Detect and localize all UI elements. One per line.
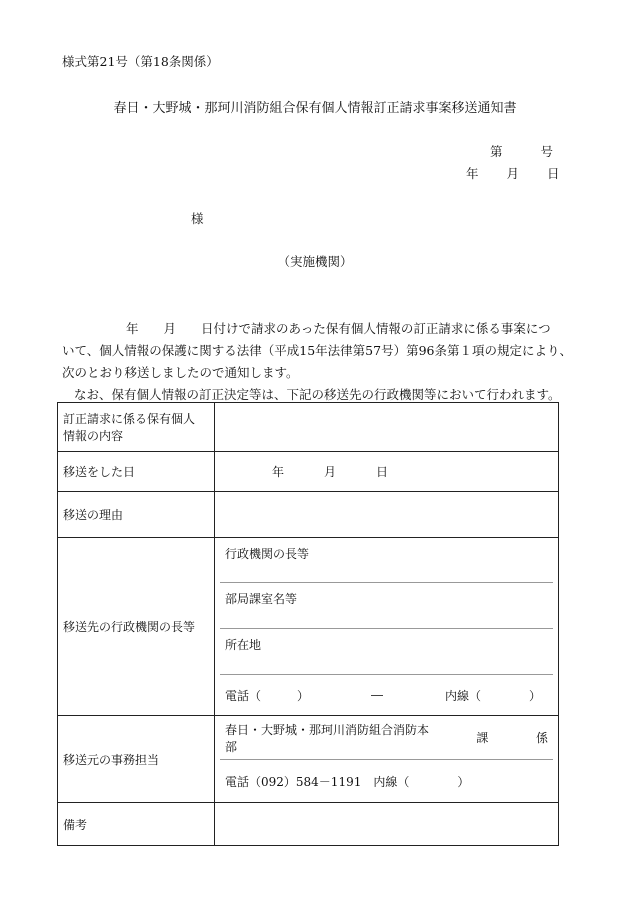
implementing-agency: （実施機関）	[277, 254, 353, 269]
form-number: 様式第21号（第18条関係）	[62, 54, 219, 69]
transfer-year: 年	[272, 465, 285, 479]
issue-date-line	[466, 164, 560, 182]
source-phone-field[interactable]	[220, 760, 553, 802]
extension-label: 内線（ ）	[445, 688, 542, 703]
destination-address-field[interactable]	[220, 629, 553, 675]
source-unit: 係	[536, 731, 549, 745]
table-row	[58, 452, 559, 492]
table-row	[58, 716, 559, 803]
issue-year: 年	[466, 166, 479, 181]
number-go: 号	[540, 144, 554, 159]
issue-month: 月	[506, 166, 520, 181]
issue-day: 日	[547, 166, 560, 181]
source-section: 課	[476, 731, 489, 745]
table-row	[58, 538, 559, 716]
destination-department-field[interactable]	[220, 583, 553, 629]
row-label-reason: 移送の理由	[58, 492, 215, 538]
row-label-content	[58, 403, 215, 452]
row-label-transfer-date: 移送をした日	[58, 452, 215, 492]
source-phone: 電話（092）584－1191 内線（ ）	[225, 774, 470, 789]
reason-field[interactable]	[215, 492, 559, 538]
notice-form-table	[57, 402, 559, 846]
body-line-1: 年 月 日付けで請求のあった保有個人情報の訂正請求に係る事案につ	[126, 321, 551, 336]
label-line: 情報の内容	[63, 429, 124, 443]
body-line-2: いて、個人情報の保護に関する法律（平成15年法律第57号）第96条第１項の規定により、	[62, 343, 572, 358]
source-fields	[215, 716, 559, 803]
row-label-destination: 移送先の行政機関の長等	[58, 538, 215, 716]
phone-dash: ―	[371, 688, 384, 702]
notice-body	[62, 318, 582, 406]
transfer-day: 日	[376, 465, 389, 479]
destination-fields	[215, 538, 559, 716]
number-dai: 第	[490, 144, 503, 159]
field-label: 行政機関の長等	[225, 547, 310, 561]
field-label: 部局課室名等	[225, 592, 298, 606]
field-label: 所在地	[225, 638, 262, 652]
addressee-suffix: 様	[191, 211, 204, 226]
table-row	[58, 803, 559, 846]
destination-phone-field[interactable]	[220, 675, 553, 715]
source-department-field[interactable]	[220, 716, 553, 760]
table-row	[58, 403, 559, 452]
transfer-date-field[interactable]	[215, 452, 559, 492]
document-title: 春日・大野城・那珂川消防組合保有個人情報訂正請求事案移送通知書	[113, 101, 517, 116]
phone-label: 電話（ ）	[225, 688, 310, 703]
document-number-line	[490, 142, 553, 160]
content-field[interactable]	[215, 403, 559, 452]
label-line: 訂正請求に係る保有個人	[63, 412, 196, 426]
row-label-remarks: 備考	[58, 803, 215, 846]
source-office: 春日・大野城・那珂川消防組合消防本部	[225, 722, 430, 754]
table-row	[58, 492, 559, 538]
row-label-source: 移送元の事務担当	[58, 716, 215, 803]
destination-head-field[interactable]	[220, 538, 553, 583]
transfer-month: 月	[324, 465, 337, 479]
body-line-4: なお、保有個人情報の訂正決定等は、下記の移送先の行政機関等において行われます。	[74, 387, 561, 402]
remarks-field[interactable]	[215, 803, 559, 846]
body-line-3: 次のとおり移送しましたので通知します。	[62, 365, 299, 380]
